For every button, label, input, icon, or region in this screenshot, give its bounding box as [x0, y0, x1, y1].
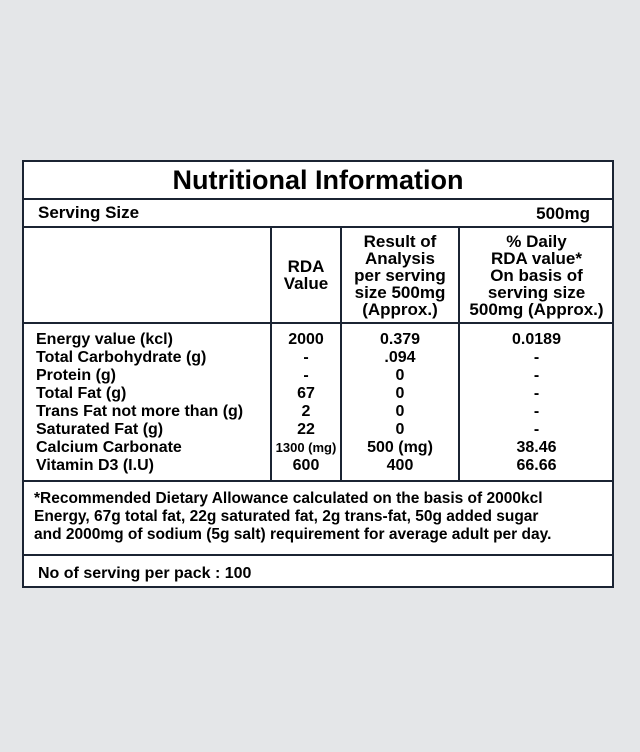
- header-daily-line: On basis of: [490, 265, 583, 285]
- nutrition-panel: [22, 160, 614, 588]
- row-rda: -: [303, 367, 309, 384]
- table-row: [24, 439, 612, 457]
- table-row: [24, 403, 612, 421]
- header-rda-line: RDA: [287, 257, 325, 276]
- table-row: [24, 331, 612, 349]
- row-name: Saturated Fat (g): [36, 421, 164, 438]
- header-daily-line: serving size: [487, 282, 586, 302]
- header-result-line: Analysis: [365, 248, 435, 268]
- footnote-line: Energy, 67g total fat, 22g saturated fat, 2g trans-fat, 50g added sugar: [34, 508, 539, 525]
- row-name: Vitamin D3 (I.U): [36, 457, 154, 474]
- row-name: Protein (g): [36, 367, 116, 384]
- row-daily: -: [533, 421, 540, 438]
- header-result-line: size 500mg: [354, 282, 446, 302]
- row-daily: 0.0189: [512, 331, 561, 348]
- row-name: Energy value (kcl): [36, 331, 173, 348]
- header-result-line: (Approx.): [362, 299, 438, 319]
- serving-size-value: 500mg: [536, 204, 590, 223]
- header-daily-line: RDA value*: [490, 248, 582, 268]
- row-rda: 2: [301, 403, 311, 420]
- row-daily: -: [533, 367, 540, 384]
- panel-title: Nutritional Information: [24, 162, 612, 200]
- table-header: [24, 228, 612, 324]
- table-row: [24, 385, 612, 403]
- table-row: [24, 367, 612, 385]
- row-result: .094: [384, 349, 416, 366]
- row-result: 0: [395, 421, 405, 438]
- table-row: [24, 349, 612, 367]
- row-result: 0: [395, 403, 405, 420]
- footnote: [24, 482, 612, 556]
- row-rda: 22: [297, 421, 315, 438]
- row-result: 400: [386, 457, 414, 474]
- row-rda: 1300 (mg): [275, 440, 337, 455]
- header-result: [341, 228, 459, 322]
- header-result-line: Result of: [363, 231, 437, 251]
- row-rda: -: [303, 349, 309, 366]
- header-rda-line: Value: [283, 274, 329, 293]
- row-name: Calcium Carbonate: [36, 439, 182, 456]
- row-name: Trans Fat not more than (g): [36, 403, 244, 420]
- row-name: Total Fat (g): [36, 385, 127, 402]
- header-daily-line: 500mg (Approx.): [469, 299, 604, 319]
- row-result: 500 (mg): [367, 439, 433, 456]
- row-daily: -: [533, 349, 540, 366]
- serving-size-label: Serving Size: [38, 203, 140, 222]
- table-body: [24, 324, 612, 482]
- row-rda: 67: [297, 385, 315, 402]
- serving-size-row: [24, 200, 612, 228]
- header-result-line: per serving: [354, 265, 446, 285]
- row-daily: -: [533, 385, 540, 402]
- row-daily: 38.46: [516, 439, 557, 456]
- servings-per-pack: No of serving per pack : 100: [38, 565, 252, 582]
- header-daily: [459, 228, 614, 322]
- row-name: Total Carbohydrate (g): [36, 349, 207, 366]
- row-result: 0.379: [379, 331, 421, 348]
- row-result: 0: [395, 385, 405, 402]
- header-daily-line: % Daily: [506, 231, 567, 251]
- row-daily: -: [533, 403, 540, 420]
- footnote-line: *Recommended Dietary Allowance calculated on the basis of 2000kcl: [34, 490, 543, 507]
- row-result: 0: [395, 367, 405, 384]
- footnote-line: and 2000mg of sodium (5g salt) requirement for average adult per day.: [34, 526, 552, 543]
- row-rda: 600: [292, 457, 320, 474]
- row-daily: 66.66: [516, 457, 557, 474]
- table-row: [24, 457, 612, 475]
- header-rda: [271, 228, 341, 322]
- row-rda: 2000: [288, 331, 324, 348]
- table-row: [24, 421, 612, 439]
